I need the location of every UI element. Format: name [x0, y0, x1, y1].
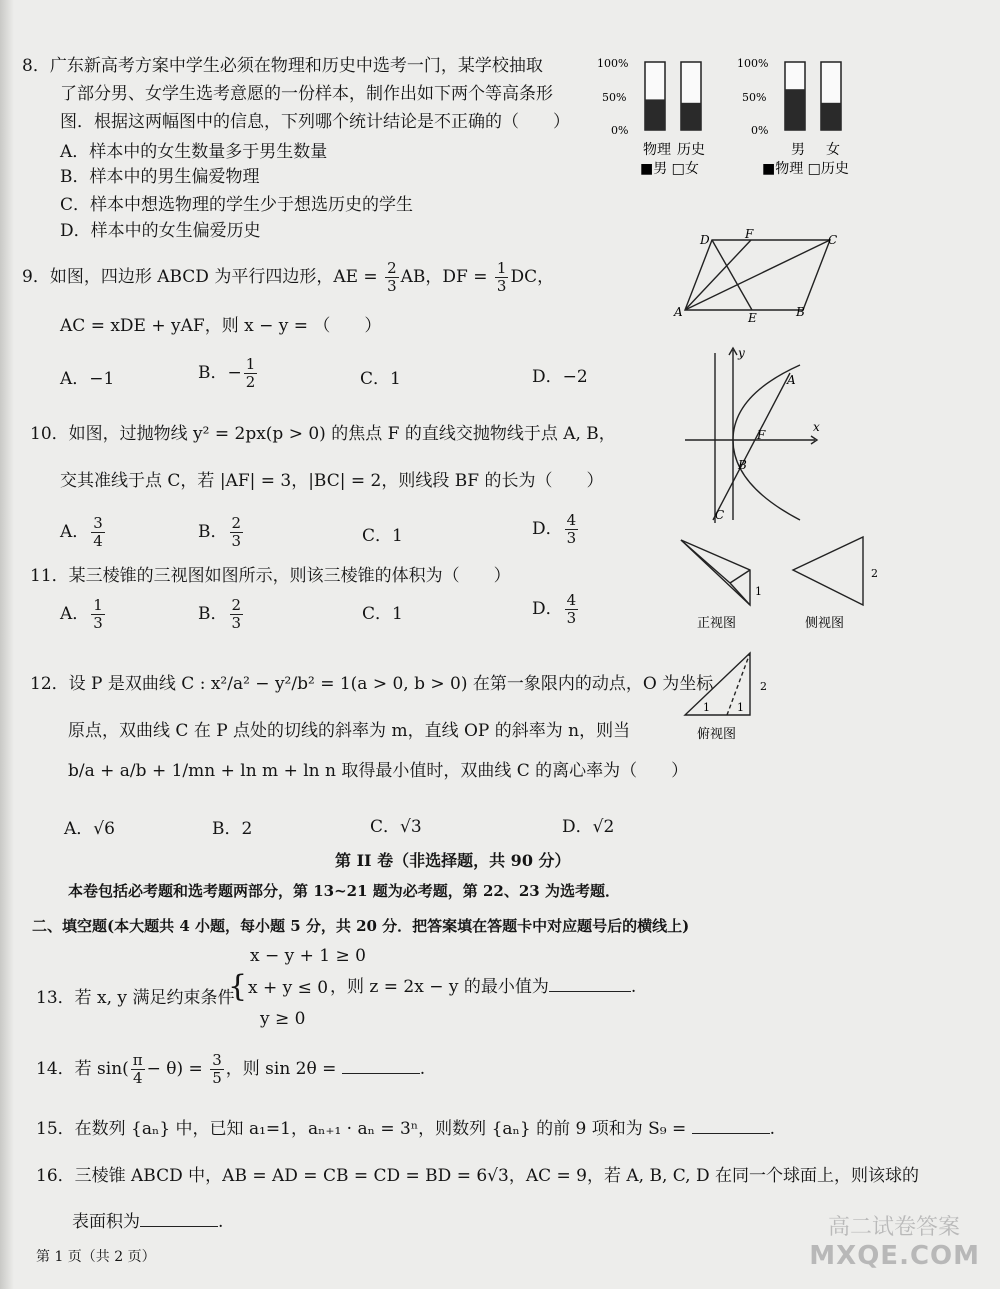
c1-xtick-history: 历史 — [677, 142, 705, 158]
q9-label-e: E — [748, 311, 757, 325]
q11-front-view-label: 正视图 — [697, 616, 737, 631]
q10-option-d-num: 4 — [566, 511, 577, 529]
q13-answer-blank[interactable] — [549, 975, 631, 992]
q9-label-c: C — [828, 233, 838, 247]
q11-front-dim: 1 — [755, 585, 762, 598]
part2-note: 本卷包括必考题和选考题两部分，第 13~21 题为必考题，第 22、23 为选考题． — [68, 882, 620, 900]
q10-option-d-frac — [565, 512, 579, 547]
q9-option-d: D．−2 — [532, 367, 588, 387]
page-footer: 第 1 页（共 2 页） — [36, 1249, 156, 1265]
c2-bar-物理-男 — [785, 89, 805, 130]
q16-text: 表面积为 — [72, 1212, 140, 1232]
q14-frac-value — [210, 1052, 224, 1087]
q10-option-a-label: A． — [60, 522, 90, 542]
c1-ytick-50: 50% — [602, 91, 627, 104]
q15-text: 15．在数列 {aₙ} 中，已知 a₁=1，aₙ₊₁ · aₙ = 3ⁿ，则数列 {aₙ} 的前 9 项和为 S₉ = — [36, 1119, 692, 1139]
q10-option-b-frac — [230, 515, 244, 550]
q9-option-b-den: 2 — [245, 373, 256, 391]
q11-option-a-num: 1 — [93, 596, 103, 614]
q9-frac1-den: 3 — [387, 277, 397, 295]
q11-line1: 11．某三棱锥的三视图如图所示，则该三棱锥的体积为（ ） — [30, 566, 511, 586]
q9-option-b-label: B．− — [198, 363, 242, 383]
q9-frac1 — [385, 260, 399, 295]
q10-line1: 10．如图，过抛物线 y² = 2px(p > 0) 的焦点 F 的直线交抛物线于点 A, B， — [30, 424, 616, 444]
q10-option-a-frac — [91, 515, 105, 550]
q13-prefix: 13．若 x, y 满足约束条件 — [36, 988, 235, 1008]
q10-axis-y: y — [738, 346, 745, 360]
q9-line1 — [22, 260, 554, 295]
q14-frac-value-den: 5 — [212, 1069, 222, 1087]
q12-option-d: D．√2 — [562, 817, 615, 837]
c2-bar-物理-女 — [821, 103, 841, 130]
q12-line2: 原点，双曲线 C 在 P 点处的切线的斜率为 m，直线 OP 的斜率为 n，则当 — [68, 721, 631, 741]
q13-constraint-2: x + y ≤ 0 — [248, 978, 329, 998]
c1-legend: ■男 □女 — [640, 161, 699, 177]
q10-option-b — [198, 515, 245, 550]
q14-frac-angle-den: 4 — [132, 1069, 143, 1087]
q11-option-d-num: 4 — [566, 591, 577, 609]
q11-top-dim-b: 1 — [737, 701, 744, 714]
q9-option-a: A．−1 — [60, 369, 115, 389]
q12-option-c: C．√3 — [370, 817, 422, 837]
c1-xtick-physics: 物理 — [643, 142, 671, 158]
q11-option-a-label: A． — [60, 604, 90, 624]
q10-label-b: B — [738, 458, 747, 472]
q14-frac-angle — [131, 1052, 145, 1087]
q14-answer-blank[interactable] — [342, 1057, 420, 1074]
q10-axis-x: x — [813, 420, 820, 434]
q8-option-a: A．样本中的女生数量多于男生数量 — [60, 142, 328, 162]
watermark-site: MXQE.COM — [809, 1241, 980, 1271]
q11-top-view-label: 俯视图 — [697, 727, 737, 742]
q11-option-d — [532, 592, 580, 627]
q14-frac-value-num: 3 — [212, 1051, 222, 1069]
c2-xtick-male: 男 — [791, 142, 805, 158]
q13-suffix: ，则 z = 2x − y 的最小值为 . — [330, 977, 637, 997]
q11-option-b-frac — [230, 597, 244, 632]
q14-text-a: 14．若 sin( — [36, 1059, 129, 1079]
q15-answer-blank[interactable] — [692, 1117, 770, 1134]
q8-bar-charts — [590, 52, 880, 182]
chart-subject-by-gender — [785, 62, 841, 130]
q11-top-dim-c: 2 — [760, 680, 767, 693]
q11-top-dim-a: 1 — [703, 701, 710, 714]
q9-option-b-frac — [244, 356, 258, 391]
q8-option-d: D．样本中的女生偏爱历史 — [60, 221, 261, 241]
q9-label-f: F — [745, 228, 754, 241]
q9-text-b: AB，DF = — [400, 267, 493, 287]
q14-text-b: − θ) = — [146, 1059, 209, 1079]
q10-option-d-label: D． — [532, 519, 563, 539]
q11-three-views-figure — [675, 535, 895, 745]
q10-option-a-den: 4 — [93, 532, 103, 550]
q12-option-b: B．2 — [212, 819, 253, 839]
q10-option-b-num: 2 — [231, 514, 242, 532]
q8-option-c: C．样本中想选物理的学生少于想选历史的学生 — [60, 195, 414, 215]
q13-suffix-text: ，则 z = 2x − y 的最小值为 — [330, 977, 549, 997]
q10-label-f: F — [757, 428, 766, 442]
q9-label-a: A — [674, 305, 683, 319]
q9-text-c: DC， — [510, 267, 555, 287]
watermark-account: 高二试卷答案 — [827, 1215, 960, 1240]
c2-ytick-100: 100% — [737, 57, 769, 70]
q11-option-b — [198, 597, 245, 632]
q9-text-a: 9．如图，四边形 ABCD 为平行四边形，AE = — [22, 267, 384, 287]
part2-title: 第 II 卷（非选择题，共 90 分） — [335, 851, 571, 870]
q10-option-b-den: 3 — [231, 532, 242, 550]
q10-option-a-num: 3 — [93, 514, 103, 532]
q9-frac2-num: 1 — [496, 259, 507, 277]
q11-option-c: C．1 — [362, 604, 403, 624]
q15-line: 15．在数列 {aₙ} 中，已知 a₁=1，aₙ₊₁ · aₙ = 3ⁿ，则数列 {aₙ} 的前 9 项和为 S₉ = . — [36, 1119, 776, 1139]
c2-ytick-0: 0% — [751, 124, 769, 137]
q13-constraint-1: x − y + 1 ≥ 0 — [250, 946, 366, 966]
q8-line3: 图．根据这两幅图中的信息，下列哪个统计结论是不正确的（ ） — [60, 112, 570, 132]
q10-option-b-label: B． — [198, 522, 228, 542]
q11-option-d-label: D． — [532, 599, 563, 619]
q11-side-dim: 2 — [871, 567, 878, 580]
q11-side-view-label: 侧视图 — [805, 616, 845, 631]
q10-label-a: A — [787, 373, 796, 387]
c1-ytick-0: 0% — [611, 124, 629, 137]
q8-line2: 了部分男、女学生选考意愿的一份样本，制作出如下两个等高条形 — [60, 84, 553, 104]
q9-label-d: D — [700, 233, 710, 247]
q8-option-b: B．样本中的男生偏爱物理 — [60, 167, 260, 187]
c1-bar-男-历史 — [681, 103, 701, 130]
q13-brace: { — [228, 969, 248, 1004]
q14-text-c: ，则 sin 2θ = — [225, 1059, 342, 1079]
q10-parabola-figure — [685, 345, 835, 525]
q11-option-d-den: 3 — [566, 609, 577, 627]
q8-line1: 8．广东新高考方案中学生必须在物理和历史中选考一门，某学校抽取 — [22, 56, 543, 76]
q14-line: 14．若 sin( $\frac{\pi}{4}$ − θ) = $\frac{3}{5}$ ，则 sin 2θ = . — [36, 1051, 426, 1087]
q11-option-a-den: 3 — [93, 614, 103, 632]
q10-option-d — [532, 512, 580, 547]
q11-option-b-den: 3 — [231, 614, 242, 632]
q11-option-d-frac — [565, 592, 579, 627]
c1-bar-男-物理 — [645, 99, 665, 130]
q12-line1: 12．设 P 是双曲线 C : x²/a² − y²/b² = 1(a > 0, b > 0) 在第一象限内的动点，O 为坐标 — [30, 674, 714, 694]
q9-option-c: C．1 — [360, 369, 401, 389]
q13-constraint-3: y ≥ 0 — [260, 1009, 306, 1029]
q9-parallelogram-figure — [670, 228, 850, 328]
q9-label-b: B — [796, 305, 805, 319]
c2-ytick-50: 50% — [742, 91, 767, 104]
q11-option-a-frac — [91, 597, 105, 632]
q10-option-d-den: 3 — [566, 529, 577, 547]
q12-line3: b/a + a/b + 1/mn + ln m + ln n 取得最小值时，双曲线 C 的离心率为（ ） — [68, 761, 689, 781]
q10-label-c: C — [715, 508, 725, 522]
c2-legend: ■物理 □历史 — [762, 161, 849, 177]
q11-option-a — [60, 597, 107, 632]
q14-frac-angle-num: π — [132, 1051, 143, 1069]
q11-option-b-num: 2 — [231, 596, 242, 614]
q16-line1: 16．三棱锥 ABCD 中，AB = AD = CB = CD = BD = 6√3，AC = 9，若 A, B, C, D 在同一个球面上，则该球的 — [36, 1166, 920, 1186]
q11-option-b-label: B． — [198, 604, 228, 624]
c1-ytick-100: 100% — [597, 57, 629, 70]
q9-frac2-den: 3 — [496, 277, 507, 295]
q9-frac2 — [495, 260, 509, 295]
q9-option-b-num: 1 — [245, 355, 256, 373]
q9-option-b — [198, 356, 259, 391]
page-edge-shadow — [0, 0, 14, 1289]
q16-answer-blank[interactable] — [140, 1210, 218, 1227]
q9-frac1-num: 2 — [387, 259, 397, 277]
section2-heading: 二、填空题(本大题共 4 小题，每小题 5 分，共 20 分．把答案填在答题卡中对应题号后的横线上) — [32, 917, 690, 935]
q10-option-a — [60, 515, 107, 550]
chart-gender-by-subject — [645, 62, 701, 130]
c2-xtick-female: 女 — [826, 142, 840, 158]
q10-option-c: C．1 — [362, 526, 403, 546]
q12-option-a: A．√6 — [64, 819, 115, 839]
q10-line2: 交其准线于点 C，若 |AF| = 3，|BC| = 2，则线段 BF 的长为（ ） — [60, 471, 604, 491]
q16-line2: 表面积为 . — [72, 1212, 224, 1232]
q9-line2: AC = xDE + yAF，则 x − y = （ ） — [60, 316, 382, 336]
